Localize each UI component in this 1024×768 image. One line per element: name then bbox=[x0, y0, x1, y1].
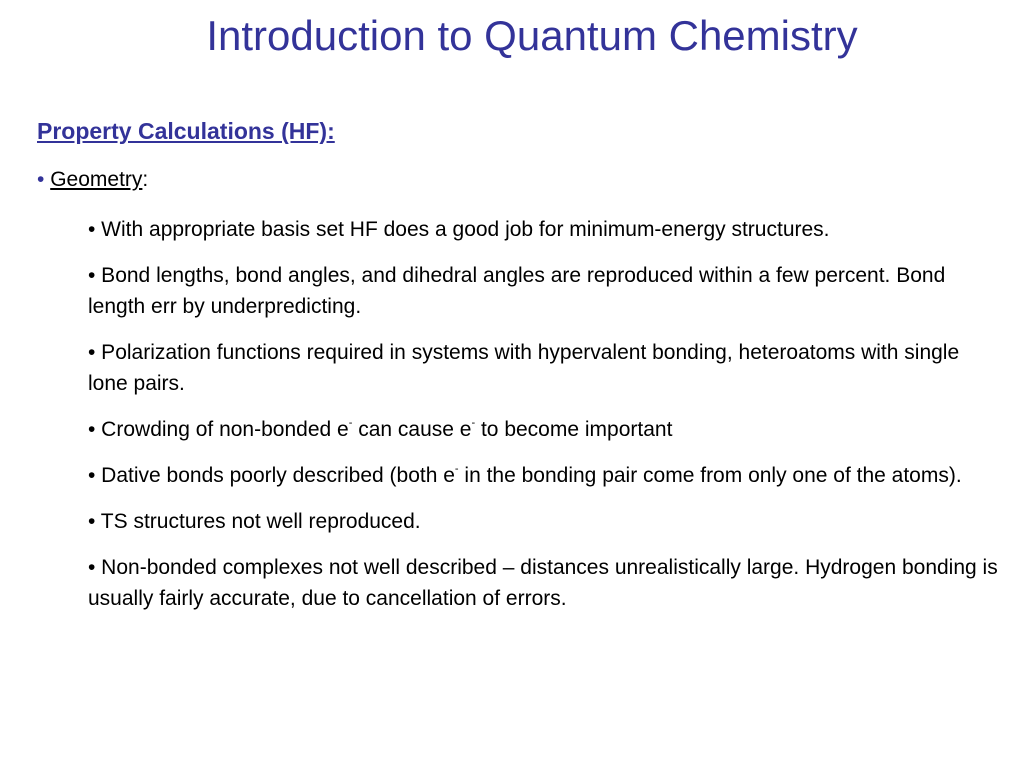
point-crowding-part3: to become important bbox=[475, 418, 673, 441]
point-dative-part1: • Dative bonds poorly described (both e bbox=[88, 464, 455, 487]
point-polarization: • Polarization functions required in systems with hypervalent bonding, heteroatoms with single lone pairs. bbox=[88, 341, 960, 395]
topic-label: Geometry bbox=[50, 168, 143, 191]
point-dative-bonds bbox=[88, 460, 1003, 491]
electron-charge-superscript: - bbox=[454, 463, 459, 475]
slide-title: Introduction to Quantum Chemistry bbox=[206, 12, 858, 59]
point-crowding-part2: can cause e bbox=[352, 418, 472, 441]
point-dative-part2: in the bonding pair come from only one of the atoms). bbox=[458, 464, 962, 487]
geometry-points bbox=[88, 214, 1003, 629]
point-crowding bbox=[88, 414, 1003, 445]
topic-bullet: • bbox=[37, 168, 45, 191]
electron-charge-superscript: - bbox=[471, 417, 476, 429]
point-ts-structures: • TS structures not well reproduced. bbox=[88, 510, 421, 533]
topic-suffix: : bbox=[142, 168, 149, 191]
section-heading: Property Calculations (HF): bbox=[37, 118, 335, 144]
point-bond-lengths: • Bond lengths, bond angles, and dihedral angles are reproduced within a few percent. Bond length err by underpredicting. bbox=[88, 264, 946, 318]
electron-charge-superscript: - bbox=[348, 417, 353, 429]
point-crowding-part1: • Crowding of non-bonded e bbox=[88, 418, 349, 441]
topic-line bbox=[37, 168, 148, 192]
point-basis-set: • With appropriate basis set HF does a good job for minimum-energy structures. bbox=[88, 218, 830, 241]
point-non-bonded: • Non-bonded complexes not well described – distances unrealistically large. Hydrogen bonding is usually fairly accurate, due to cancellation of errors. bbox=[88, 556, 998, 610]
